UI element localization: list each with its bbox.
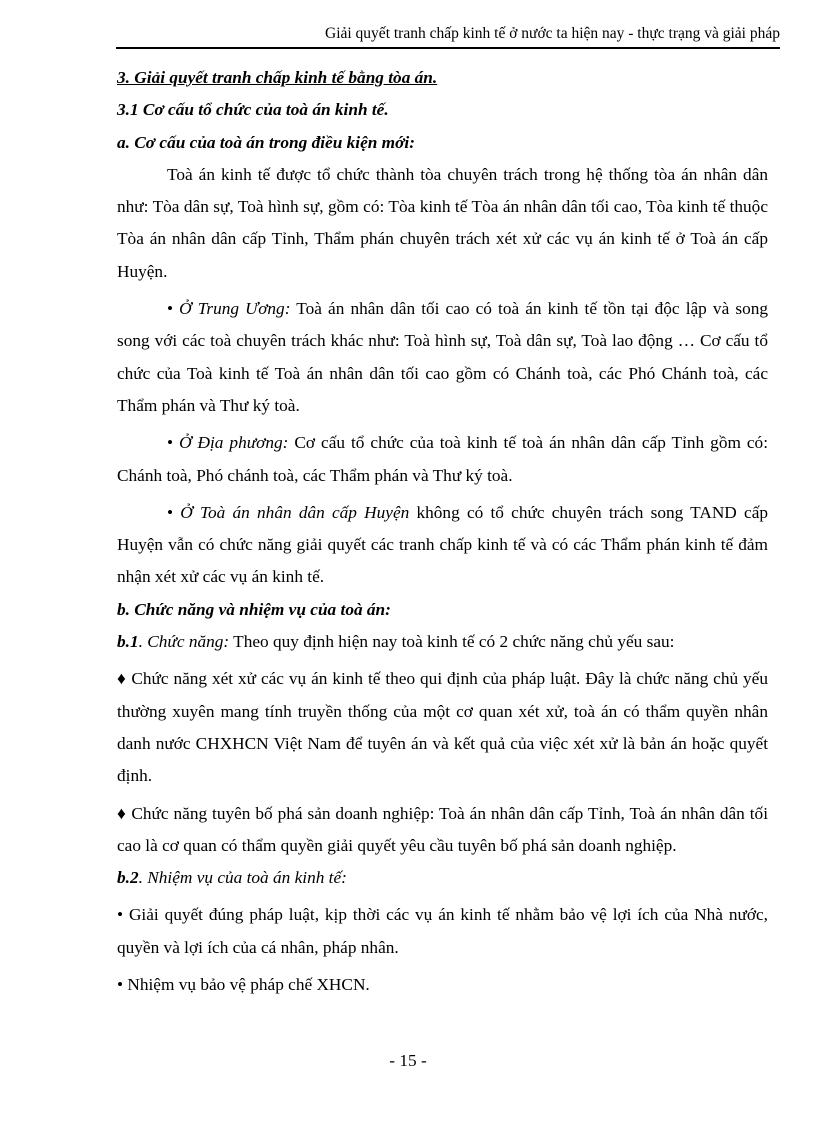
bullet-icon: • (117, 905, 124, 925)
bullet-cap-huyen (117, 497, 768, 594)
bullet-text: không có tổ chức chuyên trách song TAND cấp Huyện vẫn có chức năng giải quyết các tranh chấp kinh tế và có các Thẩm phán kinh tế đảm nhận xét xử các vụ án kinh tế. (117, 502, 768, 587)
diamond-icon: ♦ (117, 803, 127, 823)
bullet-label: Ở Toà án nhân dân cấp Huyện (180, 502, 410, 522)
bullet-label: Ở Trung Ương: (179, 299, 291, 319)
b2-label: . Nhiệm vụ của toà án kinh tế: (138, 868, 347, 888)
diamond-text: Chức năng xét xử các vụ án kinh tế theo qui định của pháp luật. Đây là chức năng chủ yếu thường xuyên mang tính truyền thống của một cơ quan xét xử, toà án có thẩm quyền nhân danh nước CHXHCN Việt Nam để tuyên án và kết quả của việc xét xử là bản án hoặc quyết định. (117, 669, 768, 786)
subsection-heading-b: b. Chức năng và nhiệm vụ của toà án: (117, 599, 391, 619)
subsection-heading-a: a. Cơ cấu của toà án trong điều kiện mới: (117, 132, 415, 152)
bullet-trung-uong (117, 293, 768, 422)
section-heading-3: 3. Giải quyết tranh chấp kinh tế bằng tòa án. (117, 68, 438, 87)
bullet-icon: • (167, 433, 174, 453)
header-divider (116, 47, 780, 49)
paragraph-b2 (117, 862, 768, 894)
section-heading-3-1: 3.1 Cơ cấu tổ chức của toà án kinh tế. (117, 100, 389, 120)
bullet-text: Giải quyết đúng pháp luật, kịp thời các vụ án kinh tế nhằm bảo vệ lợi ích của Nhà nước, quyền và lợi ích của cá nhân, pháp nhân. (117, 905, 768, 957)
bullet-text: Nhiệm vụ bảo vệ pháp chế XHCN. (123, 975, 370, 995)
b2-number: b.2 (117, 868, 139, 888)
paragraph-intro: Toà án kinh tế được tổ chức thành tòa chuyên trách trong hệ thống tòa án nhân dân như: Tòa dân sự, Toà hình sự, gồm có: Tòa kinh tế Tòa án nhân dân tối cao, Tòa kinh tế thuộc Tòa án nhân dân cấp Tỉnh, Thẩm phán chuyên trách xét xử các vụ án kinh tế ở Toà án cấp Huyện. (117, 164, 768, 281)
bullet-icon: • (117, 975, 124, 995)
bullet-icon: • (167, 299, 174, 319)
diamond-text: Chức năng tuyên bố phá sản doanh nghiệp: Toà án nhân dân cấp Tỉnh, Toà án nhân dân tối cao là cơ quan có thẩm quyền giải quyết yêu cầu tuyên bố phá sản doanh nghiệp. (117, 803, 768, 855)
bullet-nhiem-vu-1 (117, 899, 768, 964)
bullet-text: Toà án nhân dân tối cao có toà án kinh tế tồn tại độc lập và song song với các toà chuyên trách khác như: Toà hình sự, Toà dân sự, Toà lao động … Cơ cấu tổ chức của Toà kinh tế Toà án nhân dân tối cao gồm có Chánh toà, các Phó Chánh toà, các Thẩm phán và Thư ký toà. (117, 299, 768, 415)
page-content (117, 62, 768, 1001)
b1-label: . Chức năng: (138, 632, 230, 652)
running-header: Giải quyết tranh chấp kinh tế ở nước ta hiện nay - thực trạng và giải pháp (325, 25, 780, 42)
page-number: - 15 - (389, 1051, 427, 1070)
diamond-icon: ♦ (117, 669, 127, 689)
bullet-icon: • (167, 502, 174, 522)
b1-text: Theo quy định hiện nay toà kinh tế có 2 chức năng chủ yếu sau: (229, 632, 675, 652)
bullet-label: Ở Địa phương: (179, 433, 289, 453)
bullet-text: Cơ cấu tổ chức của toà kinh tế toà án nhân dân cấp Tỉnh gồm có: Chánh toà, Phó chánh toà, các Thẩm phán và Thư ký toà. (117, 433, 768, 485)
diamond-item-xet-xu (117, 663, 768, 792)
bullet-nhiem-vu-2 (117, 969, 768, 1001)
paragraph-b1 (117, 626, 768, 658)
diamond-item-pha-san (117, 798, 768, 863)
b1-number: b.1 (117, 632, 139, 652)
bullet-dia-phuong (117, 427, 768, 492)
